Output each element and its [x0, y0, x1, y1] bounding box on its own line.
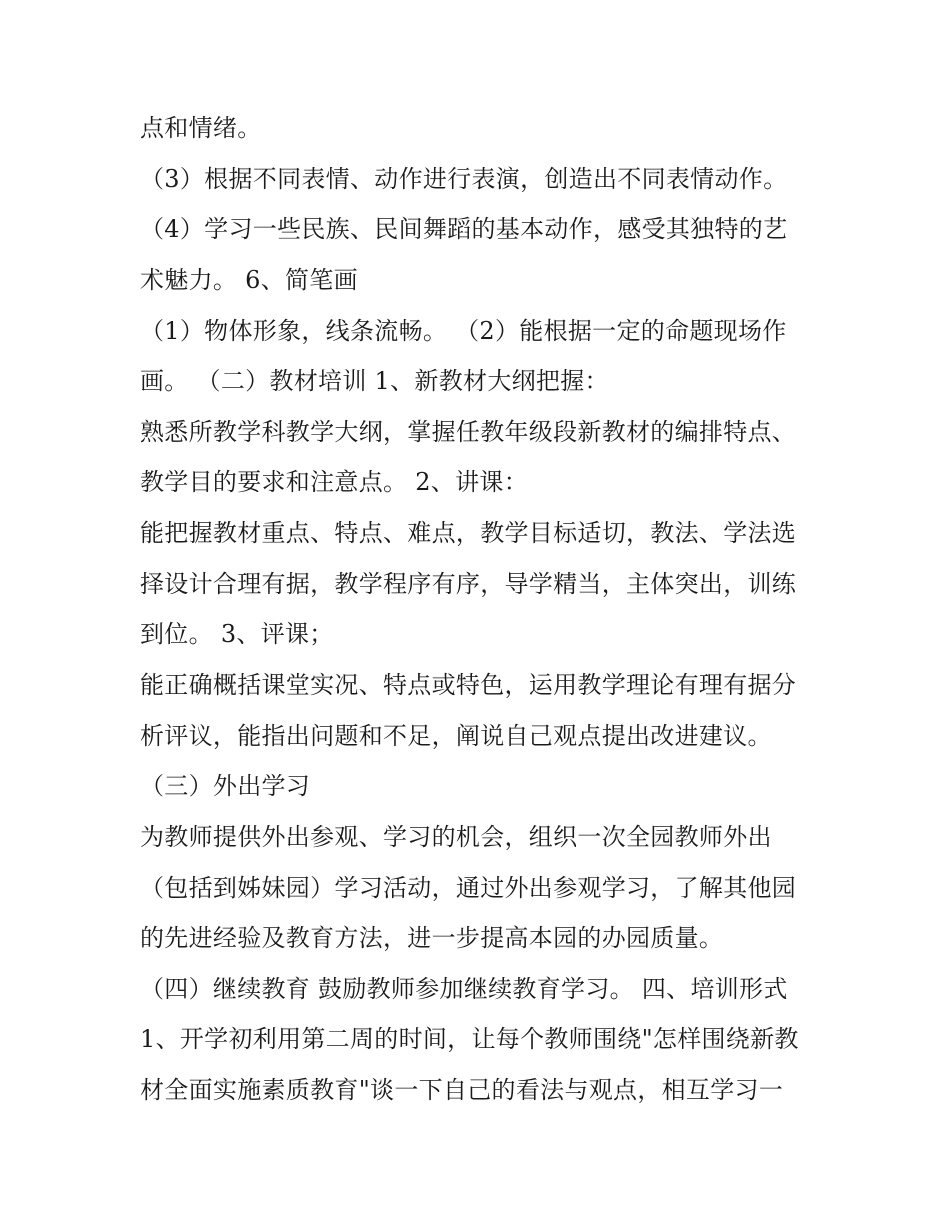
text-line: （四）继续教育 鼓励教师参加继续教育学习。 四、培训形式: [140, 975, 788, 1003]
text-line: 的先进经验及教育方法，进一步提高本园的办园质量。: [140, 924, 724, 952]
text-line: 1、开学初利用第二周的时间，让每个教师围绕"怎样围绕新教: [140, 1025, 799, 1053]
text-line: 术魅力。 6、简笔画: [140, 266, 358, 294]
text-line: （1）物体形象，线条流畅。 （2）能根据一定的命题现场作: [140, 317, 787, 345]
text-line: 材全面实施素质教育"谈一下自己的看法与观点，相互学习一: [140, 1076, 784, 1104]
text-line: 能把握教材重点、特点、难点，教学目标适切，教法、学法选: [140, 519, 797, 547]
text-line: 为教师提供外出参观、学习的机会，组织一次全园教师外出: [140, 823, 772, 851]
text-line: （三）外出学习: [140, 772, 311, 800]
text-line: 到位。 3、评课；: [140, 620, 334, 648]
text-line: 教学目的要求和注意点。 2、讲课：: [140, 468, 528, 496]
text-line: 画。 （二）教材培训 1、新教材大纲把握：: [140, 367, 609, 395]
text-line: 能正确概括课堂实况、特点或特色，运用教学理论有理有据分: [140, 671, 797, 699]
text-line: （包括到姊妹园）学习活动，通过外出参观学习，了解其他园: [140, 874, 797, 902]
text-line: 点和情绪。: [140, 114, 262, 142]
text-line: 析评议，能指出问题和不足，阐说自己观点提出改进建议。: [140, 722, 772, 750]
text-line: （4）学习一些民族、民间舞蹈的基本动作，感受其独特的艺: [140, 215, 788, 243]
text-line: （3）根据不同表情、动作进行表演，创造出不同表情动作。: [140, 165, 788, 193]
text-line: 择设计合理有据，教学程序有序，导学精当，主体突出，训练: [140, 570, 797, 598]
text-line: 熟悉所教学科教学大纲，掌握任教年级段新教材的编排特点、: [140, 418, 797, 446]
